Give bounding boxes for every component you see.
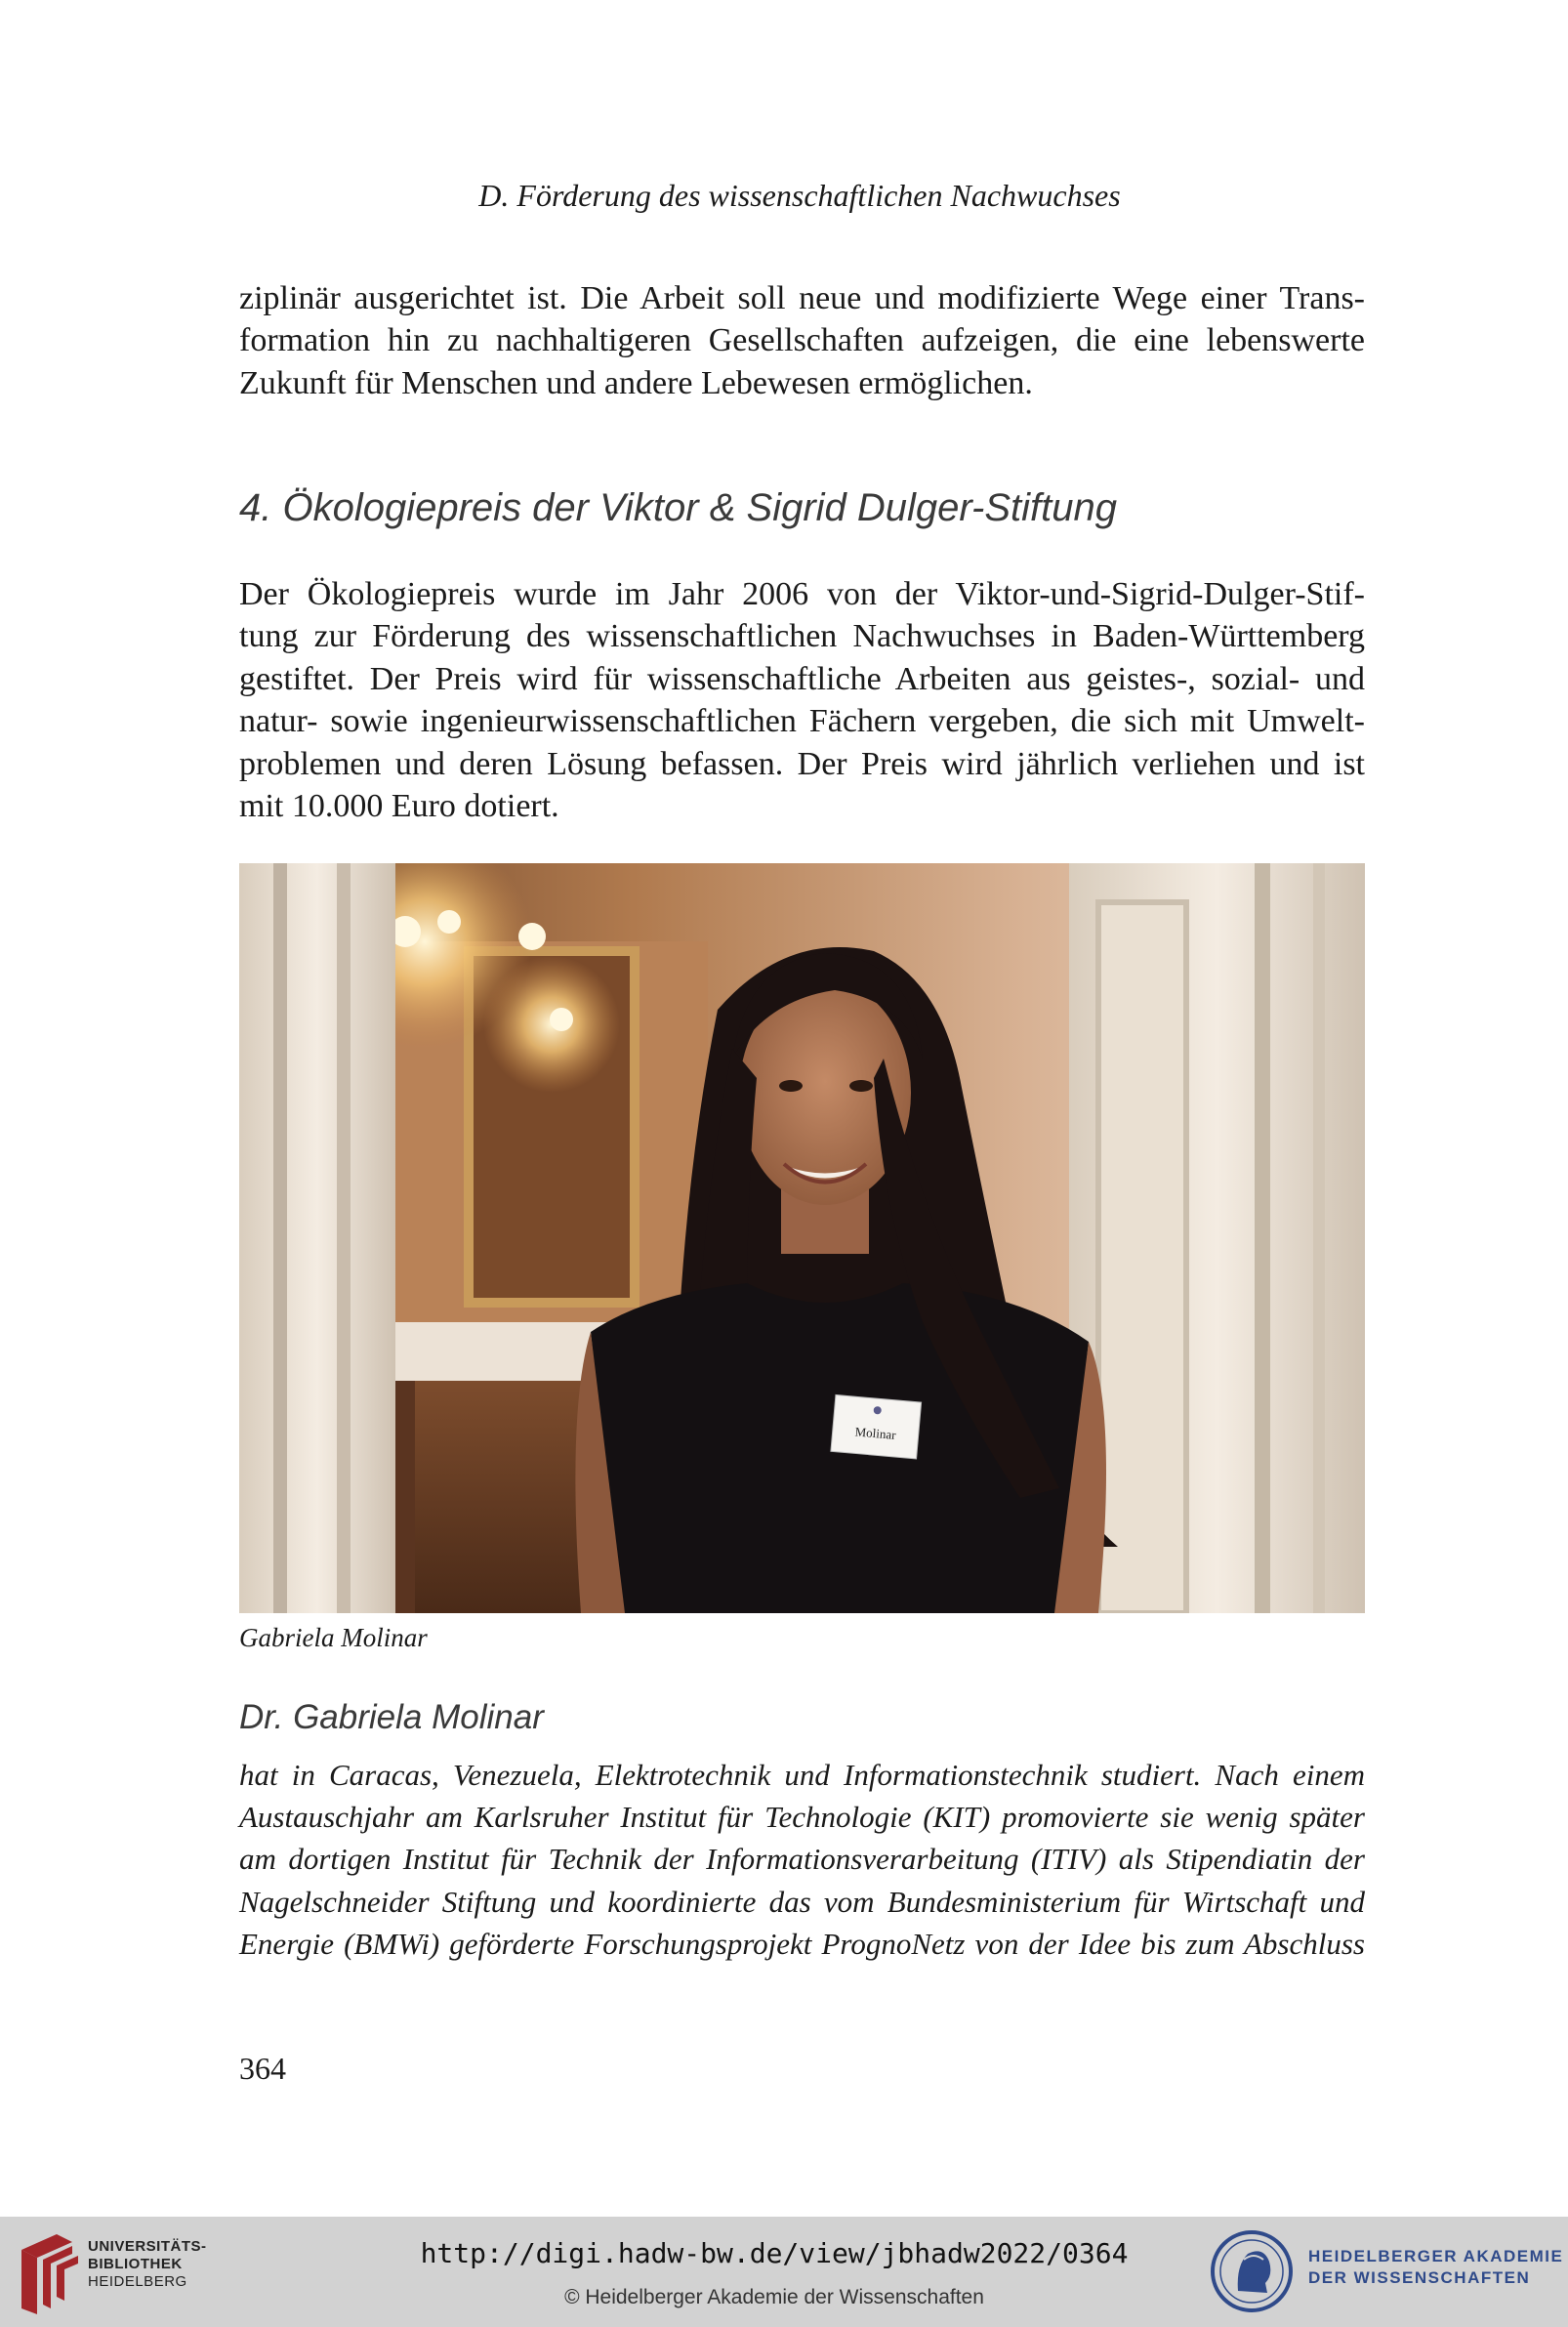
text-line: Der Ökologiepreis wurde im Jahr 2006 von der Viktor-und-Sigrid-Dulger-Stif- bbox=[239, 576, 1365, 612]
text-line: Zukunft für Menschen und andere Lebewesen ermöglichen. bbox=[239, 364, 1033, 401]
name-tag-text: Molinar bbox=[854, 1424, 897, 1442]
section-heading: 4. Ökologiepreis der Viktor & Sigrid Dulger-Stiftung bbox=[239, 486, 1117, 529]
copyright-notice: © Heidelberger Akademie der Wissenschaften bbox=[564, 2286, 984, 2308]
text-line: gestiftet. Der Preis wird für wissenschaftliche Arbeiten aus geistes-, sozial- und bbox=[239, 660, 1365, 697]
intro-paragraph bbox=[239, 277, 1365, 404]
text-line: Austauschjahr am Karlsruher Institut für Technologie (KIT) promovierte sie wenig später bbox=[239, 1800, 1365, 1835]
text-line: tung zur Förderung des wissenschaftlichen Nachwuchses in Baden-Württemberg bbox=[239, 618, 1365, 655]
text-line: mit 10.000 Euro dotiert. bbox=[239, 788, 559, 825]
footer-bar bbox=[0, 2217, 1568, 2327]
academy-line: HEIDELBERGER AKADEMIE bbox=[1308, 2247, 1564, 2265]
text-line: ziplinär ausgerichtet ist. Die Arbeit soll neue und modifizierte Wege einer Trans- bbox=[239, 280, 1365, 316]
portrait-photo bbox=[239, 863, 1365, 1613]
bio-paragraph bbox=[239, 1754, 1365, 1965]
running-head: D. Förderung des wissenschaftlichen Nachwuchses bbox=[478, 178, 1121, 213]
page-number: 364 bbox=[239, 2051, 286, 2086]
academy-name bbox=[1308, 2246, 1563, 2289]
text-line: problemen und deren Lösung befassen. Der Preis wird jährlich verliehen und ist bbox=[239, 745, 1365, 782]
photo-caption: Gabriela Molinar bbox=[239, 1623, 428, 1652]
library-line: BIBLIOTHEK bbox=[88, 2256, 183, 2272]
academy-line: DER WISSENSCHAFTEN bbox=[1308, 2268, 1531, 2287]
text-line: natur- sowie ingenieurwissenschaftlichen Fächern vergeben, die sich mit Umwelt- bbox=[239, 703, 1365, 740]
academy-seal-icon[interactable] bbox=[1209, 2226, 1295, 2316]
text-line: am dortigen Institut für Technik der Informationsverarbeitung (ITIV) als Stipendiatin der bbox=[239, 1842, 1365, 1877]
text-line: Energie (BMWi) geförderte Forschungsprojekt PrognoNetz von der Idee bis zum Abschluss bbox=[239, 1926, 1365, 1961]
library-line: UNIVERSITÄTS- bbox=[88, 2238, 207, 2255]
text-line: Nagelschneider Stiftung und koordinierte das vom Bundesministerium für Wirtschaft und bbox=[239, 1884, 1365, 1919]
section-paragraph bbox=[239, 573, 1365, 827]
text-line: hat in Caracas, Venezuela, Elektrotechnik und Informationstechnik studiert. Nach einem bbox=[239, 1758, 1365, 1792]
library-line: HEIDELBERG bbox=[88, 2273, 187, 2290]
person-name-heading: Dr. Gabriela Molinar bbox=[239, 1698, 544, 1736]
text-line: formation hin zu nachhaltigeren Gesellschaften aufzeigen, die eine lebenswerte bbox=[239, 322, 1365, 359]
permalink-url[interactable]: http://digi.hadw-bw.de/view/jbhadw2022/0364 bbox=[420, 2237, 1129, 2269]
